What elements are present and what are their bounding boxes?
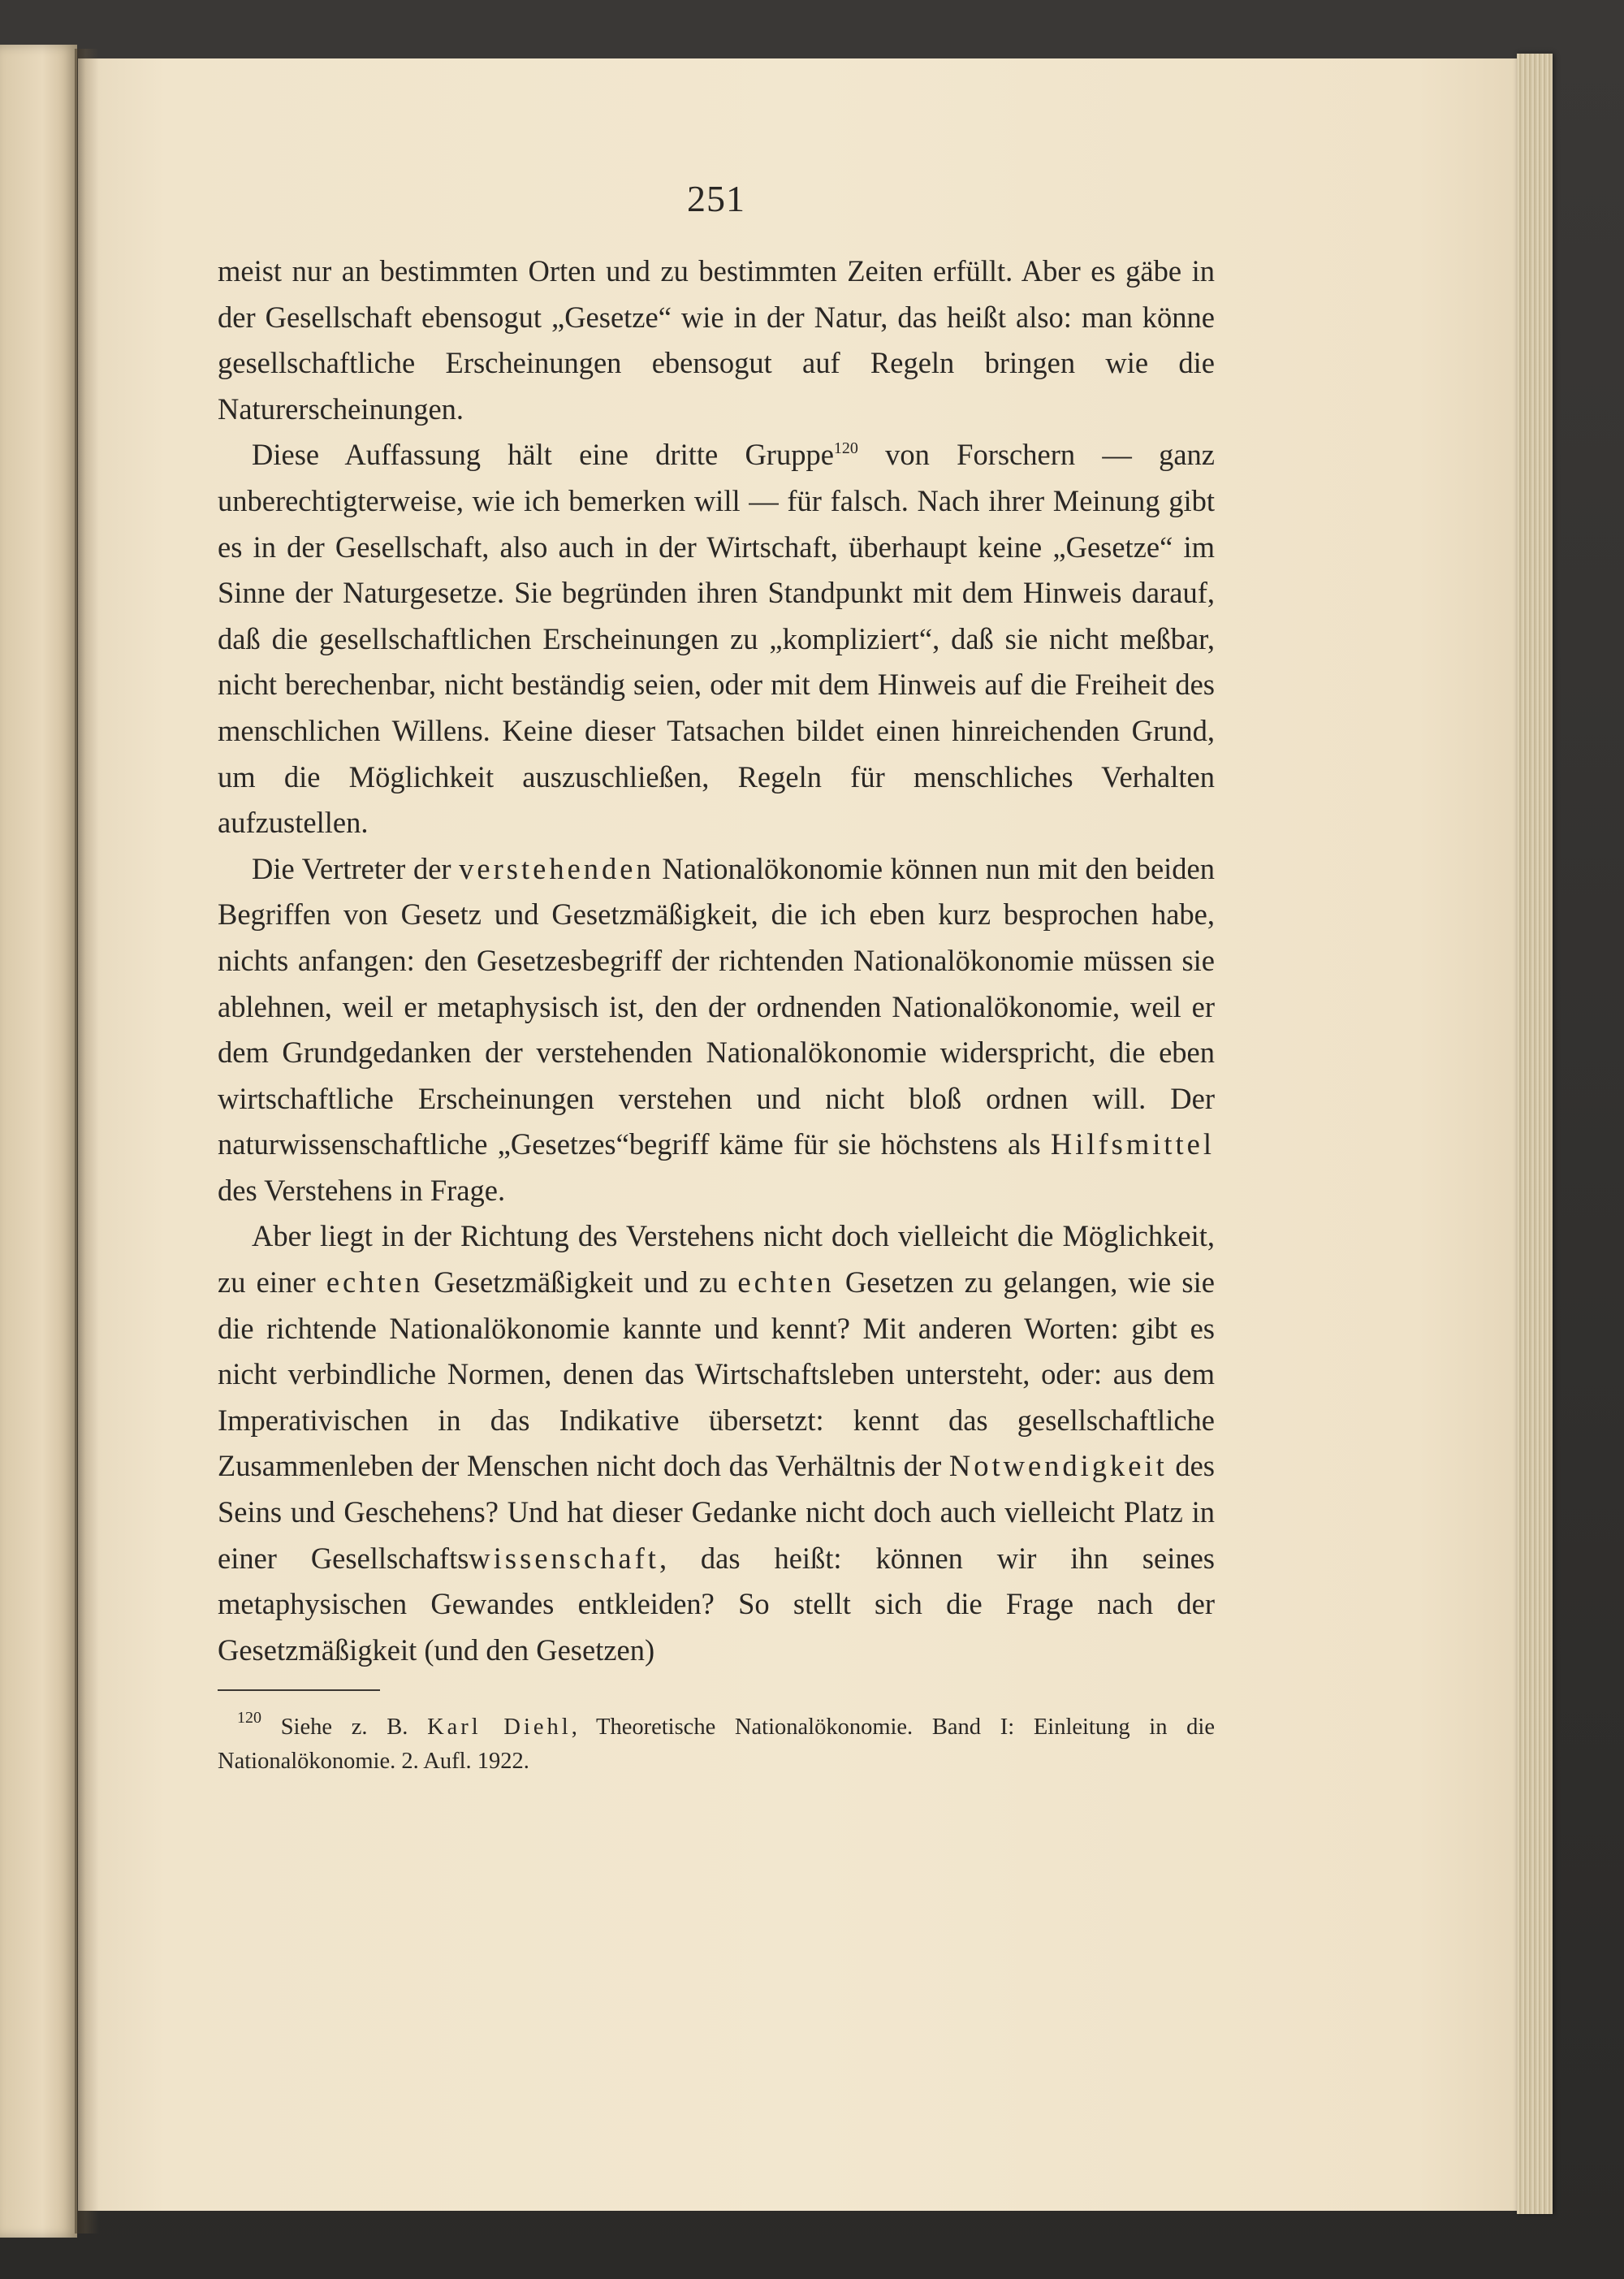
text-run: , das heißt: können wir ihn seines metaphysischen Gewandes entkleiden? So stellt sich die Frage nach der Gesetzmäßigkeit (und den Gesetzen) (218, 1541, 1215, 1667)
text-run: Gesetzen zu gelangen, wie sie die richtende Nationalökonomie kannte und kennt? Mit anderen Worten: gibt es nicht verbindliche Normen, denen das Wirtschaftsleben untersteht, oder: aus dem Imperativischen in das Indikative übersetzt: kennt das gesellschaftliche Zusammenleben der Menschen nicht doch das Verhältnis der (218, 1265, 1215, 1483)
emphasized-text: verstehenden (459, 851, 654, 885)
page-stack-edges (1517, 54, 1553, 2214)
text-run: Gesetzmäßigkeit und zu (423, 1265, 738, 1300)
footnote (218, 1710, 1215, 1779)
paragraph (218, 846, 1215, 1214)
text-run: , Theoretische Nationalökonomie. Band I: Einleitung in die Nationalökonomie. 2. Aufl. 1922. (218, 1715, 1215, 1775)
text-run: Diese Auffassung hält eine dritte Gruppe (252, 438, 834, 472)
paragraph (218, 1213, 1215, 1673)
footnote-marker: 120 (833, 439, 858, 458)
emphasized-text: Notwendigkeit (948, 1449, 1168, 1483)
emphasized-text: echten (737, 1265, 835, 1300)
emphasized-text: Hilfsmittel (1050, 1127, 1215, 1161)
paragraph (218, 249, 1215, 432)
footnote-separator (218, 1689, 380, 1691)
emphasized-text: wissenschaft (469, 1541, 659, 1575)
footnote-marker: 120 (237, 1709, 261, 1728)
paragraph (218, 432, 1215, 845)
left-page-edge (0, 45, 77, 2238)
book-gutter-shadow (75, 49, 99, 2234)
text-run: Nationalökonomie können nun mit den beiden Begriffen von Gesetz und Gesetzmäßigkeit, die ich eben kurz besprochen habe, nichts anfangen: den Gesetzesbegriff der richtenden Nationalökonomie müssen sie ablehnen, weil er metaphysisch ist, den der ordnenden Nationalökonomie, weil er dem Grundgedanken der verstehenden Nationalökonomie widerspricht, die eben wirtschaftliche Erscheinungen verstehen und nicht bloß ordnen will. Der naturwissenschaftliche „Gesetzes“begriff käme für sie höchstens als (218, 851, 1215, 1161)
text-run: des Seins und Geschehens? Und hat dieser Gedanke nicht doch auch vielleicht Platz in einer Gesellschafts (218, 1449, 1215, 1575)
text-run: Aber liegt in der Richtung des Verstehens nicht doch vielleicht die Möglichkeit, zu einer (218, 1219, 1215, 1300)
emphasized-text: Karl Diehl (427, 1715, 572, 1741)
text-run: Die Vertreter der (252, 851, 460, 885)
body-text (218, 249, 1215, 1673)
text-run: Siehe z. B. (261, 1715, 428, 1741)
emphasized-text: echten (326, 1265, 424, 1300)
page-number: 251 (687, 178, 745, 219)
text-run: meist nur an bestimmten Orten und zu bestimmten Zeiten erfüllt. Aber es gäbe in der Gesellschaft ebensogut „Gesetze“ wie in der Natur, das heißt also: man könne gesellschaftliche Erscheinungen ebensogut auf Regeln bringen wie die Naturerscheinungen. (218, 254, 1215, 426)
text-run: des Verstehens in Frage. (218, 1173, 506, 1207)
page-text-block (218, 180, 1215, 1779)
text-run: von Forschern — ganz unberechtigterweise, wie ich bemerken will — für falsch. Nach ihrer Meinung gibt es in der Gesellschaft, also auch in der Wirtschaft, überhaupt keine „Gesetze“ im Sinne der Naturgesetze. Sie begründen ihren Standpunkt mit dem Hinweis darauf, daß die gesellschaftlichen Erscheinungen zu „kompliziert“, daß sie nicht meßbar, nicht berechenbar, nicht beständig seien, oder mit dem Hinweis auf die Freiheit des menschlichen Willens. Keine dieser Tatsachen bildet einen hinreichenden Grund, um die Möglichkeit auszuschließen, Regeln für menschliches Verhalten aufzustellen. (218, 438, 1215, 840)
